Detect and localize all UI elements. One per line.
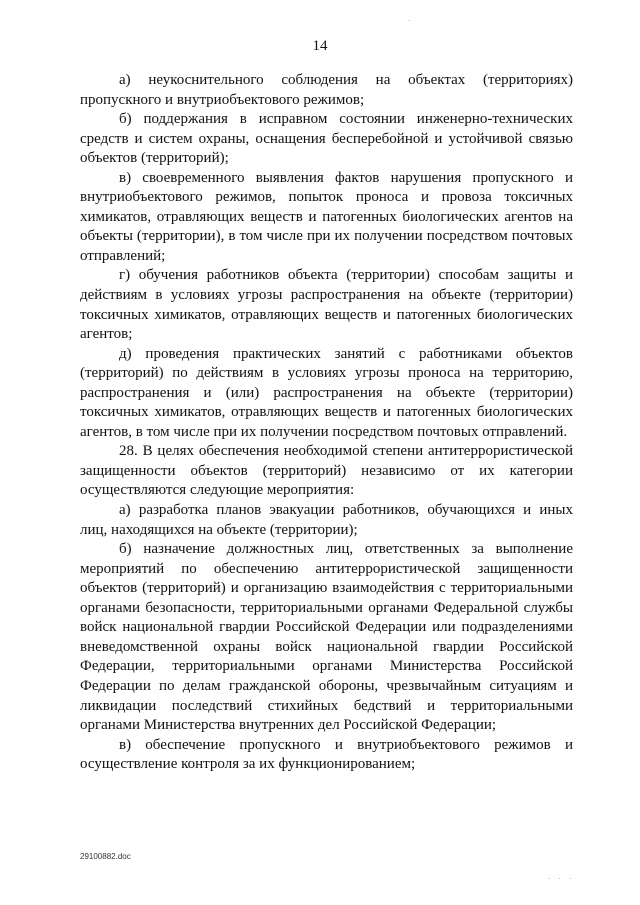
paragraph-section-28: 28. В целях обеспечения необходимой степени антитеррористической защищенности объектов (территорий) независимо от их категории осуществляются следующие мероприятия: — [80, 443, 573, 499]
document-body — [80, 71, 573, 775]
paragraph-item-b-responsible-officials: б) назначение должностных лиц, ответственных за выполнение мероприятий по обеспечению антитеррористической защищенности объектов (территорий) и организацию взаимодействия с территориальными органами безопасности, территориальными органами Федеральной службы войск национальной гвардии Российской Федерации или подразделениями вневедомственной охраны войск национальной гвардии Российской Федерации, территориальными органами Министерства Российской Федерации по делам гражданской обороны, чрезвычайным ситуациям и ликвидации последствий стихийных бедствий и территориальными органами Министерства внутренних дел Российской Федерации; — [80, 541, 573, 734]
paragraph-item-g-training: г) обучения работников объекта (территории) способам защиты и действиям в условиях угрозы распространения на объекте (территории) токсичных химикатов, отравляющих веществ и патогенных биологических агентов; — [80, 267, 573, 343]
scan-artifact-mark: . — [408, 14, 411, 23]
paragraph-item-b-maintenance: б) поддержания в исправном состоянии инженерно-технических средств и систем охраны, оснащения бесперебойной и устойчивой связью объектов (территорий); — [80, 111, 573, 167]
paragraph-item-a-evacuation-plans: а) разработка планов эвакуации работников, обучающихся и иных лиц, находящихся на объекте (территории); — [80, 502, 573, 538]
scan-artifact-dots: . . . — [548, 872, 575, 881]
paragraph-item-v-detection: в) своевременного выявления фактов нарушения пропускного и внутриобъектового режимов, попыток проноса и провоза токсичных химикатов, отравляющих веществ и патогенных биологических агентов на объекты (территории), в том числе при их получении посредством почтовых отправлений; — [80, 169, 573, 264]
paragraph-item-d-exercises: д) проведения практических занятий с работниками объектов (территорий) по действиям в условиях угрозы проноса на территорию, распространения и (или) распространения на объекте (территории) токсичных химикатов, отравляющих веществ и патогенных биологических агентов, в том числе при их получении посредством почтовых отправлений. — [80, 345, 573, 440]
paragraph-item-a-observance: а) неукоснительного соблюдения на объектах (территориях) пропускного и внутриобъектового режимов; — [80, 72, 573, 108]
paragraph-item-v-access-control: в) обеспечение пропускного и внутриобъектового режимов и осуществление контроля за их функционированием; — [80, 736, 573, 773]
file-name-footer: 29100882.doc — [80, 852, 131, 861]
page-number: 14 — [312, 38, 328, 54]
